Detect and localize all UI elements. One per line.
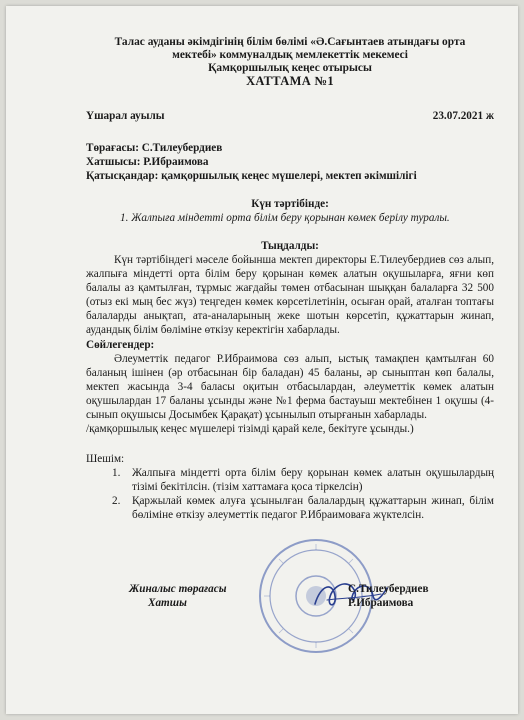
place: Үшарал ауылы xyxy=(86,110,165,122)
document-content xyxy=(86,36,494,609)
decision-item-text: Қаржылай көмек алуға ұсынылған балалардың құжаттарын жинап, білім бөліміне өткізу әлеуметтік педагог Р.Ибраимоваға жүктелсін. xyxy=(132,495,494,521)
speakers-note: /қамқоршылық кеңес мүшелері тізімді қарай келе, бекітуге ұсынды.) xyxy=(86,423,414,435)
decision-list xyxy=(112,466,494,522)
decision-item-number: 2. xyxy=(112,495,121,507)
signature-name-chairman: С.Тилеубердиев xyxy=(348,583,429,595)
decision-item xyxy=(112,466,494,494)
decision-item xyxy=(112,494,494,522)
agenda-item: 1. Жалпыға міндетті орта білім беру қорынан көмек берілу туралы. xyxy=(120,212,450,224)
secretary: Хатшысы: Р.Ибраимова xyxy=(86,156,209,168)
decision-title: Шешім: xyxy=(86,453,125,465)
place-date-row xyxy=(86,109,494,123)
signature-name-secretary: Р.Ибраимова xyxy=(348,597,414,609)
speakers-text: Әлеуметтік педагог Р.Ибраимова сөз алып, ыстық тамақпен қамтылған 60 баланың ішінен (әр отбасынан бір баладан) 45 баланы, әр сыныптан көп балалы, мектеп жасында 3-4 баласы оқитын отбасылардан, әлеуметтік көмек алатын оқушылардан 17 баланы ұсынды және №1 ферма бастауыш мектебінен 1 оқушы (4-сынып оқушысы Досымбек Қарақат) ұсынылып отырғанын хабарлады. xyxy=(86,353,494,421)
signature-role-secretary: Хатшы xyxy=(148,597,187,609)
header-org-line1: Талас ауданы әкімдігінің білім бөлімі «Ә.Сағынтаев атындағы орта xyxy=(114,36,466,48)
decision-item-text: Жалпыға міндетті орта білім беру қорынан көмек алатын оқушылардың тізімі бекітілсін. (тізім хаттамаға қоса тіркелсін) xyxy=(132,467,494,493)
signature-role-chairman: Жиналыс төрағасы xyxy=(129,583,227,595)
listened-text: Күн тәртібіндегі мәселе бойынша мектеп директоры Е.Тилеубердиев сөз алып, жалпыға міндетті орта білім беру қорынан көмек алатын оқушыларға, яғни көп балалы аз қамтылған, тұрмыс жағдайы төмен отбасынан шыққан балаларға 32 500 (отыз екі мың бес жүз) теңгеден көмек көрсетілетінін, осыған орай, аталған топтағы балаларды анықтап, ата-аналарының жеке шотын көрсетіп, құжаттарын жинап, аудандық білім бөліміне өткізу керектігін хабарлады. xyxy=(86,254,494,336)
agenda-list xyxy=(120,211,494,225)
date: 23.07.2021 ж xyxy=(432,110,494,122)
agenda-title: Күн тәртібінде: xyxy=(251,198,329,210)
header-meeting-line: Қамқоршылық кеңес отырысы xyxy=(208,62,372,74)
document-title: ХАТТАМА №1 xyxy=(246,74,334,88)
header-org-line2: мектебі» коммуналдық мемлекеттік мекемесі xyxy=(172,49,408,61)
listened-title: Тыңдалды: xyxy=(261,240,319,252)
speakers-title: Сөйлегендер: xyxy=(86,339,155,351)
attendees-block xyxy=(86,141,494,183)
participants: Қатысқандар: қамқоршылық кеңес мүшелері, мектеп әкімшілігі xyxy=(86,170,417,182)
decision-item-number: 1. xyxy=(112,467,121,479)
chairman: Төрағасы: С.Тилеубердиев xyxy=(86,142,223,154)
document-page xyxy=(6,6,518,714)
document-header xyxy=(86,36,494,88)
signature-block xyxy=(86,582,494,622)
